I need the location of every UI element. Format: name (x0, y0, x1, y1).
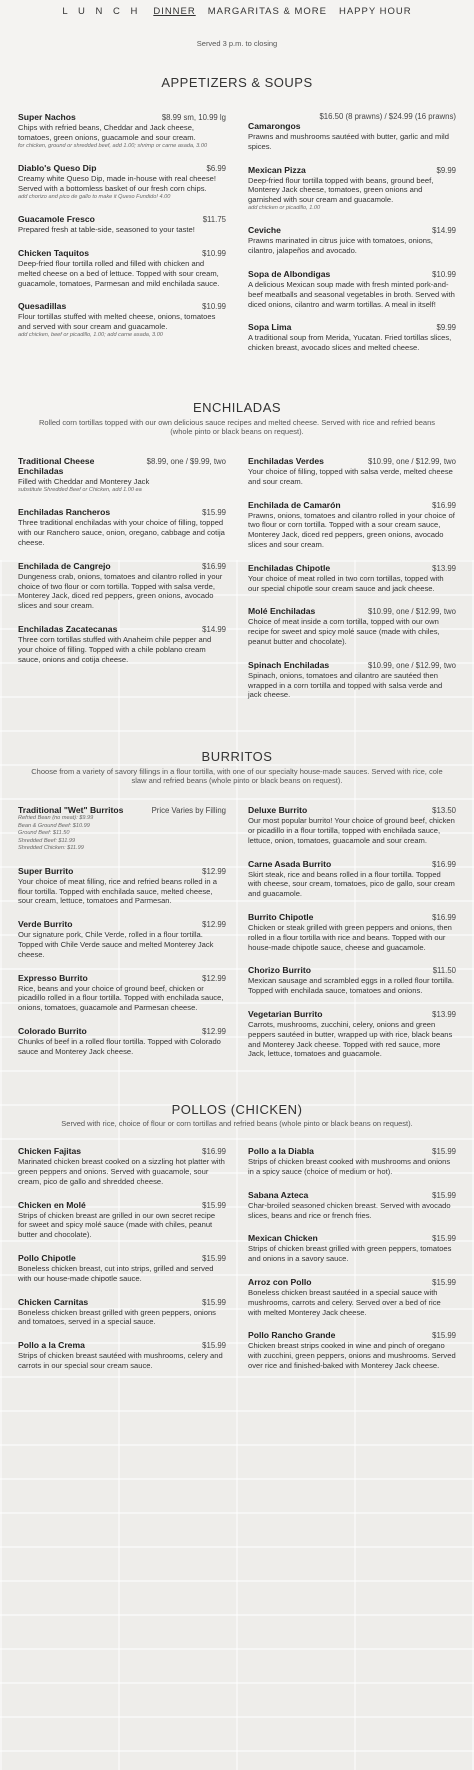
menu-item (18, 507, 226, 547)
menu-item (248, 1233, 456, 1264)
item-price: $8.99, one / $9.99, two (146, 457, 226, 467)
pollos-left (18, 1146, 226, 1384)
pollos-columns (0, 1146, 474, 1384)
item-name: Guacamole Fresco (18, 214, 95, 225)
item-name: Carne Asada Burrito (248, 858, 332, 869)
item-name: Spinach Enchiladas (248, 659, 330, 670)
item-price: $11.75 (202, 215, 226, 225)
item-description: Strips of chicken breast cooked with mushrooms and onions in a spicy sauce (choice of medium or hot). (248, 1157, 451, 1176)
item-name: Quesadillas (18, 301, 67, 312)
item-description: Deep-fried flour tortilla topped with beans, ground beef, Monterey Jack cheese, tomatoes, green onions and garnished with sour cream and guacamole. (248, 175, 434, 205)
item-description: A traditional soup from Merida, Yucatan. Fried tortillas slices, chicken breast, avocado slices and melted cheese. (248, 333, 452, 353)
item-price: Price Varies by Filling (151, 806, 226, 816)
menu-item (18, 624, 226, 664)
menu-item (18, 1146, 226, 1186)
item-price: $14.99 (432, 226, 456, 236)
item-price: $15.99 (202, 1341, 226, 1351)
menu-item (18, 919, 226, 959)
item-name: Mexican Pizza (248, 164, 306, 175)
served-note: Served 3 p.m. to closing (196, 39, 278, 48)
item-description: Char-broiled seasoned chicken breast. Served with avocado slices, beans and rice or french fries. (248, 1200, 451, 1220)
item-name: Enchiladas Rancheros (18, 507, 111, 518)
menu-item (248, 912, 456, 952)
item-addon: add chorizo and pico de gallo to make it Queso Fundido! 4.00 (18, 193, 171, 200)
menu-item (18, 1200, 226, 1240)
item-name: Pollo a la Diabla (248, 1146, 314, 1157)
item-name: Colorado Burrito (18, 1025, 87, 1036)
item-description: Filled with Cheddar and Monterey Jack (18, 477, 150, 487)
menu-item (18, 301, 226, 339)
menu-item (248, 805, 456, 845)
item-description: Prawns marinated in citrus juice with tomatoes, onions, cilantro, jalapeños and avocado. (248, 236, 433, 256)
item-price: $16.50 (8 prawns) / $24.99 (16 prawns) (319, 112, 456, 121)
item-name: Arroz con Pollo (248, 1276, 312, 1287)
menu-item (18, 1253, 226, 1284)
menu-item (248, 859, 456, 899)
item-price: $12.99 (202, 920, 226, 930)
menu-item (248, 563, 456, 594)
menu-item (248, 165, 456, 213)
menu-item (18, 973, 226, 1013)
item-name: Sabana Azteca (248, 1189, 309, 1200)
menu-item (248, 500, 456, 550)
item-name: Chicken en Molé (18, 1199, 86, 1210)
item-name: Pollo Rancho Grande (248, 1330, 336, 1341)
menu-item (248, 225, 456, 256)
enchiladas-columns (0, 456, 474, 713)
pollos-title: POLLOS (CHICKEN) (171, 1102, 303, 1118)
nav-happy-hour[interactable]: HAPPY HOUR (338, 6, 412, 17)
nav-margaritas[interactable]: MARGARITAS & MORE (207, 6, 327, 17)
item-description: Deep-fried flour tortilla rolled and filled with chicken and melted cheese on a bed of lettuce. Topped with sour cream, guacamole, tomatoes, Parmesan and mild enchilada sauce. (18, 258, 220, 288)
item-description: Spinach, onions, tomatoes and cilantro are sautéed then wrapped in a corn tortilla and topped with salsa verde and jack cheese. (248, 670, 443, 700)
item-price: $10.99, one / $12.99, two (367, 457, 456, 467)
appetizers-title: APPETIZERS & SOUPS (161, 75, 313, 90)
item-description: Carrots, mushrooms, zucchini, celery, onions and green peppers sautéed in butter, wrapped up with rice, black beans and Monterey Jack cheese. Topped with red sauce, more Jack, lettuce, tomatoes and guacamole. (248, 1019, 453, 1059)
pollos-right (248, 1146, 456, 1384)
item-name: Enchilada de Camarón (248, 499, 341, 510)
item-price: $15.99 (432, 1331, 456, 1341)
item-description: Skirt steak, rice and beans rolled in a flour tortilla. Topped with cheese, sour cream, tomatoes, pico de gallo, sour cream and guacamole. (248, 869, 455, 899)
item-name: Deluxe Burrito (248, 805, 308, 816)
item-description: Flour tortillas stuffed with melted cheese, onions, tomatoes and served with sour cream and guacamole. (18, 312, 216, 332)
item-name: Verde Burrito (18, 919, 73, 930)
item-description: Boneless chicken breast grilled with green peppers, onions and tomatoes, served in a special sauce. (18, 1307, 216, 1327)
item-name: Chicken Fajitas (18, 1146, 82, 1157)
pollos-note: Served with rice, choice of flour or corn tortillas and refried beans (whole pinto or black beans on request). (61, 1119, 413, 1129)
item-name: Chicken Taquitos (18, 247, 89, 258)
menu-item (18, 456, 226, 494)
menu-item (248, 1146, 456, 1177)
menu-item (248, 965, 456, 996)
item-price: $15.99 (202, 508, 226, 518)
item-description: Chicken or steak grilled with green peppers and onions, then rolled in a flour tortilla with rice and beans. Topped with our house-made chipotle sauce, cheese and guacamole. (248, 923, 452, 952)
item-price: $15.99 (432, 1234, 456, 1244)
item-addon: Shredded Chicken: $11.99 (18, 845, 84, 852)
item-addon: for chicken, ground or shredded beef, add 1.00; shrimp or carne asada, 3.00 (18, 142, 208, 149)
item-name: Sopa de Albondigas (248, 269, 331, 280)
menu-item (248, 606, 456, 646)
menu-item (18, 112, 226, 150)
item-description: Chips with refried beans, Cheddar and Jack cheese, tomatoes, green onions, guacamole and sour cream. (18, 123, 196, 142)
item-price: $13.50 (432, 806, 456, 816)
item-description: Three corn tortillas stuffed with Anaheim chile pepper and your choice of filling. Topped with a chile poblano cream sauce, onions and cotija cheese. (18, 634, 212, 664)
item-name: Enchiladas Zacatecanas (18, 623, 118, 634)
item-description: Choice of meat inside a corn tortilla, topped with our own recipe for sweet and spicy molé sauce (made with chiles, peanut butter and chocolate). (248, 617, 440, 647)
item-price: $9.99 (436, 165, 456, 175)
item-description: Your choice of filling, topped with salsa verde, melted cheese and sour cream. (248, 467, 453, 486)
item-name: Burrito Chipotle (248, 912, 314, 922)
menu-item (18, 866, 226, 906)
menu-item (248, 322, 456, 353)
item-price: $13.99 (432, 1009, 456, 1019)
item-name: Mexican Chicken (248, 1233, 318, 1244)
item-name: Chorizo Burrito (248, 965, 312, 976)
item-addon: Bean & Ground Beef: $10.99 (18, 822, 90, 829)
item-price: $13.99 (432, 563, 456, 573)
menu-item (248, 112, 456, 152)
item-name: Super Burrito (18, 865, 74, 876)
item-addon: Shredded Beef: $11.99 (18, 837, 76, 844)
burritos-columns (0, 805, 474, 1072)
item-description: Prepared fresh at table-side, seasoned to your taste! (18, 225, 195, 235)
item-price: $15.99 (432, 1190, 456, 1200)
menu-item (18, 1297, 226, 1328)
item-description: Prawns, onions, tomatoes and cilantro rolled in your choice of two flour or corn tortilla. Topped with a sour cream sauce, Monterey Jack, diced red peppers, green onions, avocado slices and sour cream. (248, 510, 455, 550)
item-price: $16.99 (202, 1147, 226, 1157)
appetizers-right (248, 112, 456, 366)
item-name: Enchilada de Cangrejo (18, 560, 111, 571)
item-description: Chunks of beef in a rolled flour tortilla. Topped with Colorado sauce and Monterey Jack cheese. (18, 1036, 221, 1056)
item-price: $14.99 (202, 624, 226, 634)
item-addon: add chicken, beef or picadillo, 1.00; add carne asada, 3.00 (18, 331, 163, 338)
menu-item (248, 1009, 456, 1059)
item-price: $6.99 (206, 164, 226, 174)
item-price: $15.99 (202, 1200, 226, 1210)
item-price: $12.99 (202, 973, 226, 983)
nav-lunch[interactable]: L U N C H (62, 6, 142, 17)
item-price: $8.99 sm, 10.99 lg (161, 113, 226, 122)
item-description: Strips of chicken breast sautéed with mushrooms, celery and carrots in our special sour cream sauce. (18, 1351, 223, 1370)
item-addon: substitute Shredded Beef or Chicken, add 1.00 ea (18, 486, 142, 493)
item-description: Boneless chicken breast sautéed in a special sauce with mushrooms, carrots and celery. Served over a bed of rice with melted Monterey Jack cheese. (248, 1287, 441, 1317)
menu-item (248, 456, 456, 487)
menu-nav (0, 0, 474, 17)
item-name: Traditional "Wet" Burritos (18, 805, 124, 816)
item-price: $12.99 (202, 1026, 226, 1036)
menu-item (248, 1277, 456, 1317)
item-price: $9.99 (436, 323, 456, 333)
item-price: $10.99 (202, 302, 226, 312)
appetizers-left (18, 112, 226, 366)
item-description: Our most popular burrito! Your choice of ground beef, chicken or picadillo in a flour tortilla, topped with enchilada sauce, lettuce, onion, tomatoes, guacamole and sour cream. (248, 816, 455, 845)
appetizers-columns (0, 112, 474, 366)
burritos-right (248, 805, 456, 1072)
item-name: Enchiladas Verdes (248, 456, 324, 467)
item-description: Three traditional enchiladas with your choice of filling, topped with our Ranchero sauce, onion, oregano, cabbage and cotija cheese. (18, 518, 225, 547)
item-description: Marinated chicken breast cooked on a sizzling hot platter with green peppers and onions. Served with guacamole, sour cream, pico de gallo and shredded cheese. (18, 1157, 225, 1186)
item-price: $10.99 (202, 248, 226, 258)
item-price: $16.99 (432, 913, 456, 922)
item-name: Chicken Carnitas (18, 1296, 89, 1307)
enchiladas-title: ENCHILADAS (192, 400, 282, 416)
item-price: $11.50 (432, 966, 456, 976)
item-price: $15.99 (432, 1147, 456, 1157)
item-description: Rice, beans and your choice of ground beef, chicken or picadillo rolled in a flour tortilla. Topped with enchilada sauce, onions, tomatoes, guacamole and Parmesan cheese. (18, 983, 224, 1013)
menu-item (248, 1190, 456, 1221)
item-name: Traditional Cheese Enchiladas (18, 456, 95, 477)
menu-item (18, 163, 226, 201)
item-name: Super Nachos (18, 112, 76, 122)
enchiladas-right (248, 456, 456, 713)
item-price: $10.99 (432, 270, 456, 280)
item-name: Vegetarian Burrito (248, 1008, 323, 1019)
item-price: $15.99 (202, 1297, 226, 1307)
item-description: Boneless chicken breast, cut into strips, grilled and served with our house-made chipotle sauce. (18, 1263, 214, 1283)
menu-item (248, 269, 456, 309)
menu-item (18, 805, 226, 853)
item-price: $16.99 (202, 561, 226, 571)
nav-dinner[interactable]: DINNER (153, 6, 196, 17)
item-description: Creamy white Queso Dip, made in-house with real cheese! Served with a bottomless basket of our fresh corn chips. (18, 174, 216, 193)
item-price: $15.99 (202, 1253, 226, 1263)
item-name: Pollo a la Crema (18, 1340, 85, 1351)
item-addon: Ground Beef: $11.50 (18, 830, 70, 837)
item-name: Expresso Burrito (18, 972, 88, 983)
item-name: Molé Enchiladas (248, 606, 316, 617)
item-name: Camarongos (248, 121, 301, 131)
item-name: Enchiladas Chipotle (248, 562, 331, 573)
item-addon: add chicken or picadillo, 1.00 (248, 204, 321, 211)
item-name: Diablo's Queso Dip (18, 163, 97, 174)
item-description: Mexican sausage and scrambled eggs in a rolled flour tortilla. Topped with enchilada sauce, tomatoes and onions. (248, 976, 454, 996)
burritos-title: BURRITOS (201, 749, 273, 765)
item-name: Pollo Chipotle (18, 1252, 76, 1263)
item-description: A delicious Mexican soup made with fresh minted pork-and-beef meatballs and seasonal vegetables in broth. Served with diced onions, cilantro and warm tortillas. A meal in itself! (248, 280, 455, 309)
item-name: Ceviche (248, 225, 281, 236)
menu-item (18, 214, 226, 235)
item-description: Your choice of meat filling, rice and refried beans rolled in a flour tortilla. Topped with enchilada sauce, melted cheese, sour cream, lettuce, tomatoes and Parmesan. (18, 876, 217, 906)
menu-item (18, 248, 226, 288)
item-price: $10.99, one / $12.99, two (367, 660, 456, 670)
item-price: $10.99, one / $12.99, two (367, 607, 456, 617)
menu-item (18, 561, 226, 611)
item-name: Sopa Lima (248, 322, 292, 333)
item-description: Strips of chicken breast grilled with green peppers, tomatoes and onions in a savory sauce. (248, 1244, 452, 1264)
burritos-note: Choose from a variety of savory fillings in a flour tortilla, with one of our specialty house-made sauces. Served with rice, cole slaw and refried beans (whole pinto or black beans on request). (31, 767, 443, 786)
item-description: Dungeness crab, onions, tomatoes and cilantro rolled in your choice of two flour or corn tortilla. Topped with salsa verde, Monterey Jack, diced red peppers, green onions, avocado slices and sour cream. (18, 571, 223, 611)
item-price: $16.99 (432, 859, 456, 869)
item-description: Your choice of meat rolled in two corn tortillas, topped with our special chipotle sour cream sauce and jack cheese. (248, 573, 444, 593)
item-description: Chicken breast strips cooked in wine and pinch of oregano with zucchini, green peppers, onions and mushrooms. Served over rice and finished-baked with Monterey Jack cheese. (248, 1341, 456, 1370)
burritos-left (18, 805, 226, 1072)
item-addon: Refried Bean (no meat): $9.99 (18, 815, 94, 822)
item-description: Our signature pork, Chile Verde, rolled in a flour tortilla. Topped with Chile Verde sauce and melted Monterey Jack cheese. (18, 930, 214, 959)
enchiladas-note: Rolled corn tortillas topped with our own delicious sauce recipes and melted cheese. Served with rice and refried beans (whole pinto or black beans on request). (38, 418, 436, 437)
item-price: $16.99 (432, 500, 456, 510)
item-description: Prawns and mushrooms sautéed with butter, garlic and mild spices. (248, 132, 449, 151)
item-price: $12.99 (202, 866, 226, 876)
enchiladas-left (18, 456, 226, 713)
item-price: $15.99 (432, 1277, 456, 1287)
menu-item (18, 1340, 226, 1371)
item-description: Strips of chicken breast are grilled in our own secret recipe for sweet and spicy molé sauce (made with chiles, peanut butter and chocolate). (18, 1210, 216, 1240)
menu-item (248, 660, 456, 700)
menu-item (18, 1026, 226, 1057)
menu-item (248, 1330, 456, 1370)
